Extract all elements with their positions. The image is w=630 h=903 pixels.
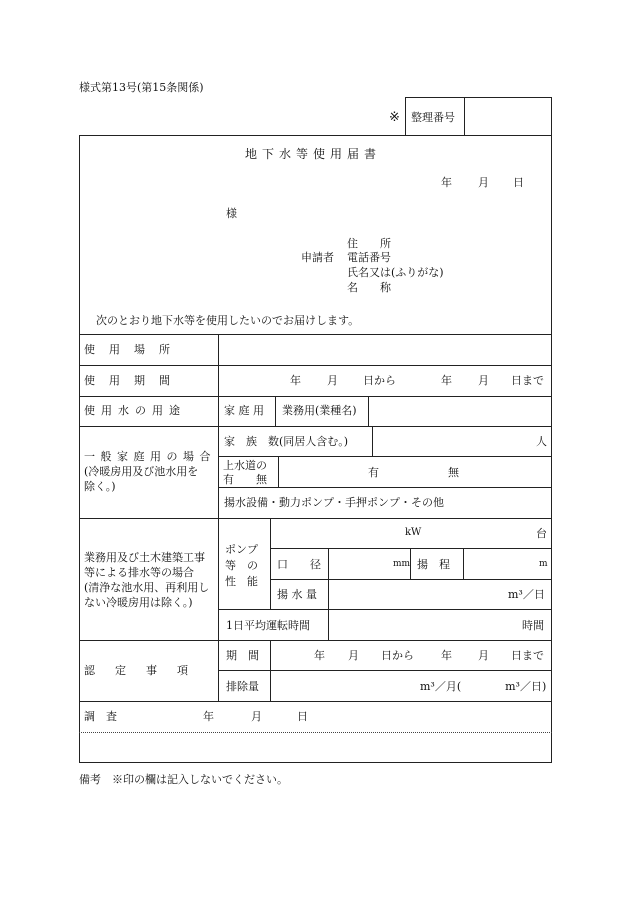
household-case-label-1: 一 般 家 庭 用 の 場 合 [84,450,212,463]
period-to: 日まで [511,374,544,387]
diameter-label: 口 径 [277,558,321,571]
date-year: 年 [441,176,452,189]
certified-to: 日まで [511,649,544,662]
reference-mark: ※ [389,110,400,125]
family-count-label: 家 族 数(同居人含む。) [224,435,349,448]
survey-day: 日 [297,710,308,723]
pump-label-2: 等 の [225,559,258,572]
power-field[interactable] [275,522,400,544]
survey-year: 年 [203,710,214,723]
field-name: 氏名又は(ふりがな) [347,266,444,279]
field-phone: 電話番号 [347,251,391,264]
divider [270,640,271,701]
volume-label: 揚 水 量 [277,588,317,601]
label-column-divider [218,334,219,701]
certified-label: 認定事項 [84,664,208,677]
rule [218,609,552,610]
household-case-label-2: (冷暖房用及び池水用を [84,465,199,478]
pumping-equipment-options[interactable]: 揚水設備・動力ポンプ・手押ポンプ・その他 [224,496,444,509]
date-day: 日 [513,176,524,189]
waterworks-label-2: 有 無 [223,473,267,486]
purpose-label: 使用水の用途 [84,404,186,417]
diameter-field[interactable] [333,553,389,575]
head-unit: m [539,559,548,569]
diameter-unit: mm [393,559,411,569]
discharge-field[interactable] [275,675,415,697]
reference-label: 整理番号 [411,111,455,124]
certified-year-end: 年 [441,649,452,662]
certified-period-label: 期 間 [226,649,259,662]
business-case-label-2: 等による排水等の場合 [84,566,194,579]
waterworks-no[interactable]: 無 [448,466,459,479]
certified-year-start: 年 [314,649,325,662]
location-label: 使用場所 [84,343,184,356]
volume-unit: m³／日 [508,588,545,601]
addressee-suffix: 様 [226,207,237,220]
period-label: 使用期間 [84,374,184,387]
period-month-end: 月 [478,374,489,387]
rule [218,670,552,671]
rule [79,396,552,397]
divider [464,97,465,136]
household-option[interactable]: 家 庭 用 [224,404,264,417]
rule [79,426,552,427]
business-case-label-1: 業務用及び土木建築工事 [84,551,205,564]
date-month: 月 [478,176,489,189]
statement: 次のとおり地下水等を使用したいのでお届けします。 [96,314,360,327]
runtime-field[interactable] [333,614,513,636]
runtime-label: 1日平均運転時間 [226,619,310,632]
business-option[interactable]: 業務用(業種名) [282,404,357,417]
certified-month-end: 月 [478,649,489,662]
survey-month: 月 [251,710,262,723]
rule [79,334,552,335]
discharge-units: m³／月( m³／日) [420,680,547,693]
head-field[interactable] [468,553,534,575]
power-unit: kW [405,527,422,538]
rule [270,579,552,580]
family-count-field[interactable] [376,430,526,452]
business-case-label-3: (清浄な池水用、再利用し [84,581,210,594]
pump-count-unit: 台 [536,527,547,540]
rule [218,487,552,488]
period-year-start: 年 [290,374,301,387]
divider [275,396,276,426]
rule [218,456,552,457]
rule [79,518,552,519]
period-from: 日から [363,374,396,387]
applicant-label: 申請者 [301,251,334,264]
divider [368,396,369,426]
divider [278,456,279,487]
volume-field[interactable] [333,583,503,605]
pump-label-3: 性 能 [225,575,258,588]
footer-note: 備考 ※印の欄は記入しないでください。 [79,773,288,786]
head-label: 揚 程 [417,558,450,571]
certified-from: 日から [381,649,414,662]
form-number: 様式第13号(第15条関係) [79,81,204,94]
business-case-label-4: ない冷暖房用は除く。) [84,596,193,609]
dotted-rule [79,732,552,733]
family-count-unit: 人 [536,435,547,448]
survey-notes-field[interactable] [84,736,546,758]
rule [79,701,552,702]
discharge-label: 排除量 [226,680,259,693]
location-field[interactable] [222,338,548,362]
divider [463,548,464,579]
field-address: 住 所 [347,237,391,250]
divider [410,548,411,579]
survey-label: 調 査 [84,710,117,723]
reference-number-field[interactable] [468,104,548,130]
divider [270,518,271,609]
form-title: 地下水等使用届書 [245,147,382,161]
period-year-end: 年 [441,374,452,387]
period-month-start: 月 [327,374,338,387]
divider [372,426,373,456]
household-case-label-3: 除く。) [84,480,116,493]
waterworks-label-1: 上水道の [223,459,267,472]
waterworks-yes[interactable]: 有 [368,466,379,479]
industry-field[interactable] [373,400,548,422]
runtime-unit: 時間 [522,619,544,632]
divider [328,548,329,640]
rule [79,640,552,641]
rule [79,365,552,366]
certified-month-start: 月 [348,649,359,662]
rule [270,548,552,549]
pump-label-1: ポンプ [225,543,258,556]
field-organization: 名 称 [347,281,391,294]
